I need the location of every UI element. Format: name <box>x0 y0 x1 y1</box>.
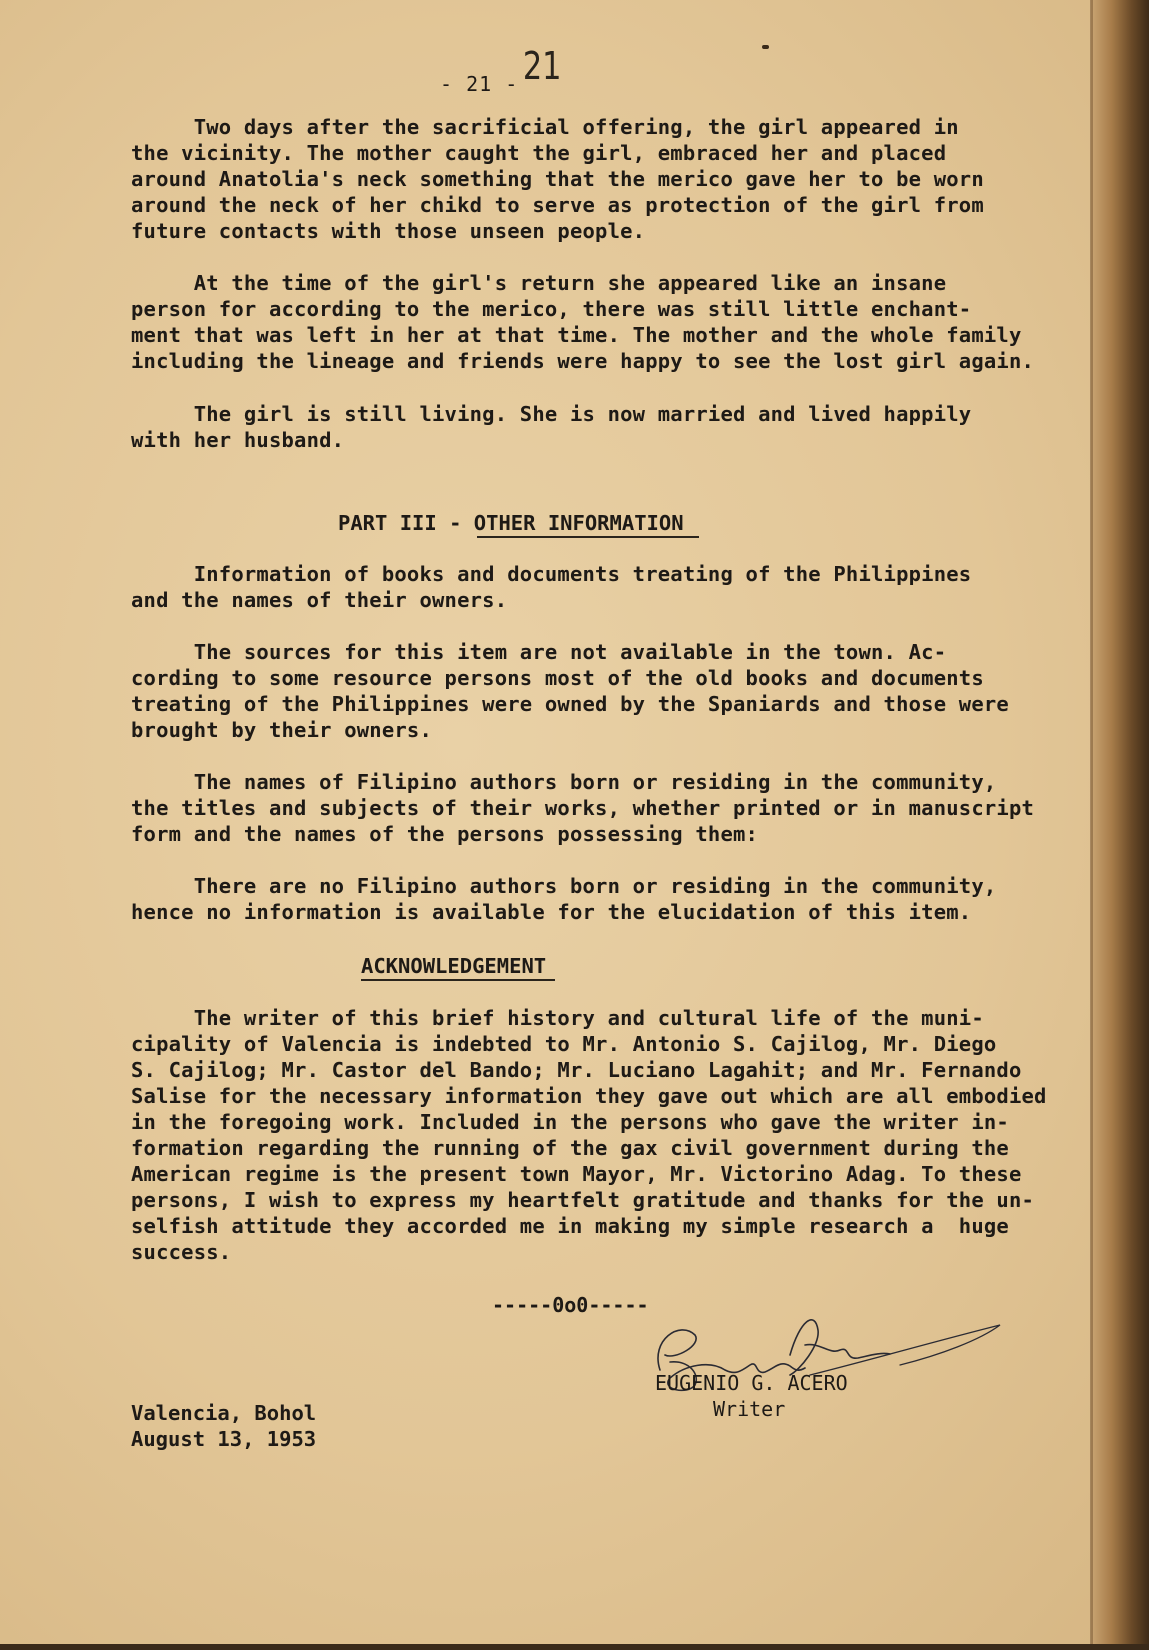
text-line: Salise for the necessary information they gave out which are all embodied <box>131 1084 1047 1108</box>
page-fold-line <box>1090 0 1093 1650</box>
text-line: S. Cajilog; Mr. Castor del Bando; Mr. Luciano Lagahit; and Mr. Fernando <box>131 1058 1022 1082</box>
text-line: The sources for this item are not available in the town. Ac- <box>131 640 947 664</box>
text-line: selfish attitude they accorded me in making my simple research a huge <box>131 1214 1009 1238</box>
text-line: form and the names of the persons possessing them: <box>131 822 759 846</box>
ink-speck <box>762 45 769 49</box>
text-line: persons, I wish to express my heartfelt gratitude and thanks for the un- <box>131 1188 1035 1212</box>
acknowledgement-heading: ACKNOWLEDGEMENT <box>361 954 547 978</box>
date-line: August 13, 1953 <box>131 1427 317 1451</box>
place-line: Valencia, Bohol <box>131 1401 317 1425</box>
text-line: There are no Filipino authors born or residing in the community, <box>131 874 997 898</box>
handwritten-page-number: 21 <box>522 44 562 88</box>
text-line: and the names of their owners. <box>131 588 508 612</box>
closing-separator: -----0o0----- <box>492 1293 649 1317</box>
page-bottom-edge <box>0 1644 1149 1650</box>
page-header: - 21 - <box>440 72 519 96</box>
part3-heading-title: OTHER INFORMATION <box>473 511 684 535</box>
signer-name: EUGENIO G. ACERO <box>655 1371 848 1395</box>
text-line: brought by their owners. <box>131 718 433 742</box>
page-fold-shadow <box>1091 0 1149 1650</box>
text-line: the vicinity. The mother caught the girl, embraced her and placed <box>131 141 947 165</box>
text-line: American regime is the present town Mayor, Mr. Victorino Adag. To these <box>131 1162 1022 1186</box>
text-line: hence no information is available for the elucidation of this item. <box>131 900 972 924</box>
text-line: The writer of this brief history and cultural life of the muni- <box>131 1006 984 1030</box>
acknowledgement-underline <box>361 979 555 981</box>
text-line: The names of Filipino authors born or residing in the community, <box>131 770 997 794</box>
text-line: around the neck of her chikd to serve as protection of the girl from <box>131 193 984 217</box>
text-line: ment that was left in her at that time. The mother and the whole family <box>131 323 1022 347</box>
text-line: formation regarding the running of the gax civil government during the <box>131 1136 1009 1160</box>
text-line: cording to some resource persons most of the old books and documents <box>131 666 984 690</box>
text-line: the titles and subjects of their works, whether printed or in manuscript <box>131 796 1035 820</box>
text-line: in the foregoing work. Included in the persons who gave the writer in- <box>131 1110 1009 1134</box>
text-line: treating of the Philippines were owned by the Spaniards and those were <box>131 692 1009 716</box>
text-line: cipality of Valencia is indebted to Mr. Antonio S. Cajilog, Mr. Diego <box>131 1032 997 1056</box>
text-line: success. <box>131 1240 232 1264</box>
text-line: Information of books and documents treating of the Philippines <box>131 562 972 586</box>
part3-heading-prefix: PART III - <box>338 511 474 535</box>
signer-role: Writer <box>713 1397 786 1421</box>
text-line: with her husband. <box>131 428 345 452</box>
text-line: future contacts with those unseen people. <box>131 219 646 243</box>
text-line: including the lineage and friends were happy to see the lost girl again. <box>131 349 1035 373</box>
part3-heading <box>338 511 684 535</box>
text-line: At the time of the girl's return she appeared like an insane <box>131 271 947 295</box>
text-line: Two days after the sacrificial offering, the girl appeared in <box>131 115 959 139</box>
text-line: around Anatolia's neck something that the merico gave her to be worn <box>131 167 984 191</box>
text-line: person for according to the merico, there was still little enchant- <box>131 297 972 321</box>
text-line: The girl is still living. She is now married and lived happily <box>131 402 972 426</box>
part3-heading-underline <box>477 536 699 538</box>
